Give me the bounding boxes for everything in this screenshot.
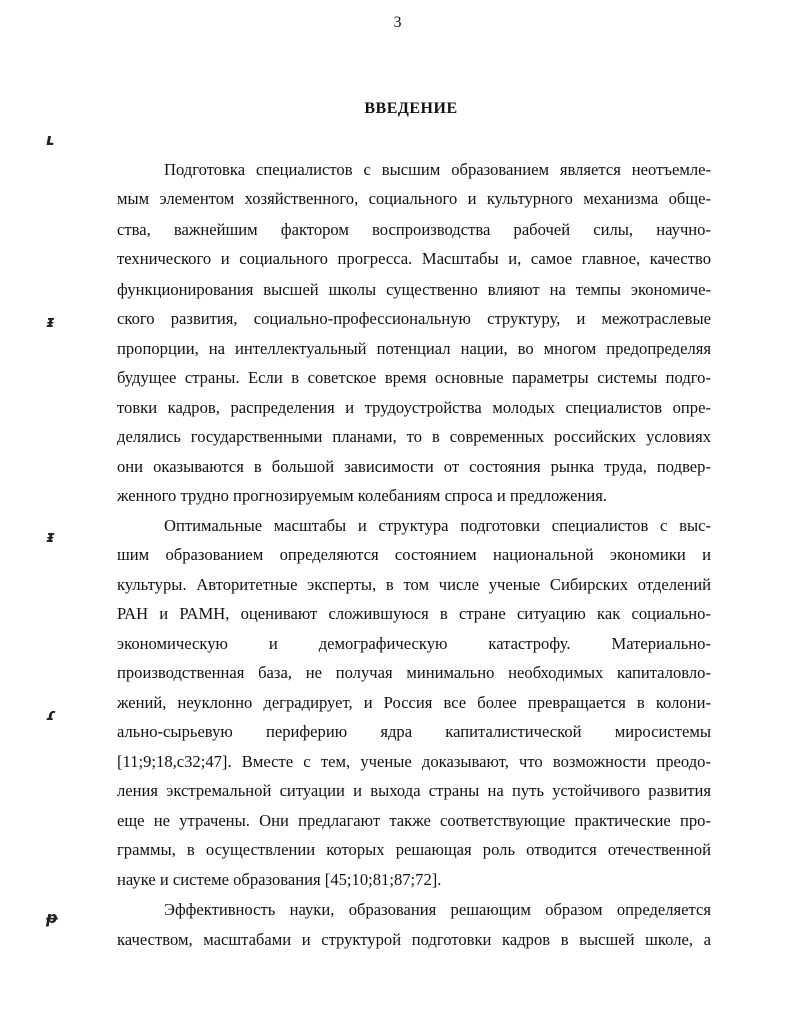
text-line: технического и социального прогресса. Масштабы и, самое главное, качество <box>117 249 711 268</box>
margin-mark: ᵻ <box>46 527 55 546</box>
text-line: женного трудно прогнозируемым колебаниям спроса и предложения. <box>117 486 608 505</box>
text-line: делялись государственными планами, то в современных российских условиях <box>117 427 711 446</box>
text-line: ления экстремальной ситуации и выхода страны на путь устойчивого развития <box>117 781 711 800</box>
margin-mark: ʟ <box>46 130 55 149</box>
text-line: будущее страны. Если в советское время основные параметры системы подго- <box>117 368 711 387</box>
text-line: ского развития, социально-профессиональную структуру, и межотраслевые <box>117 309 711 328</box>
text-line: науке и системе образования [45;10;81;87;72]. <box>117 870 442 889</box>
text-line: производственная база, не получая минимально необходимых капиталовло- <box>117 663 711 682</box>
text-line: шим образованием определяются состоянием национальной экономики и <box>117 545 711 564</box>
text-line: Подготовка специалистов с высшим образованием является неотъемле- <box>164 160 711 179</box>
text-line: еще не утрачены. Они предлагают также соответствующие практические про- <box>117 811 711 830</box>
text-line: функционирования высшей школы существенно влияют на темпы экономиче- <box>117 280 711 299</box>
text-line: РАН и РАМН, оценивают сложившуюся в стране ситуацию как социально- <box>117 604 711 623</box>
text-line: ально-сырьевую периферию ядра капиталистической миросистемы <box>117 722 711 741</box>
margin-mark: ᵽ <box>46 908 58 927</box>
text-line: Эффективность науки, образования решающим образом определяется <box>164 900 711 919</box>
text-line: пропорции, на интеллектуальный потенциал нации, во многом предопределяя <box>117 339 711 358</box>
text-line: жений, неуклонно деградирует, и Россия все более превращается в колони- <box>117 693 711 712</box>
page-number: 3 <box>393 14 402 31</box>
text-line: мым элементом хозяйственного, социального и культурного механизма обще- <box>117 189 711 208</box>
margin-mark: ɾ <box>46 705 56 724</box>
text-line: ства, важнейшим фактором воспроизводства рабочей силы, научно- <box>117 220 711 239</box>
text-line: граммы, в осуществлении которых решающая роль отводится отечественной <box>117 840 711 859</box>
text-line: товки кадров, распределения и трудоустройства молодых специалистов опре- <box>117 398 711 417</box>
text-line: качеством, масштабами и структурой подготовки кадров в высшей школе, а <box>117 930 711 949</box>
section-heading: ВВЕДЕНИЕ <box>364 100 458 117</box>
margin-mark: ᵻ <box>46 312 55 331</box>
text-line: [11;9;18,с32;47]. Вместе с тем, ученые доказывают, что возможности преодо- <box>117 752 711 771</box>
text-line: они оказываются в большой зависимости от состояния рынка труда, подвер- <box>117 457 711 476</box>
text-line: Оптимальные масштабы и структура подготовки специалистов с выс- <box>164 516 711 535</box>
text-line: экономическую и демографическую катастрофу. Материально- <box>117 634 711 653</box>
text-line: культуры. Авторитетные эксперты, в том числе ученые Сибирских отделений <box>117 575 711 594</box>
